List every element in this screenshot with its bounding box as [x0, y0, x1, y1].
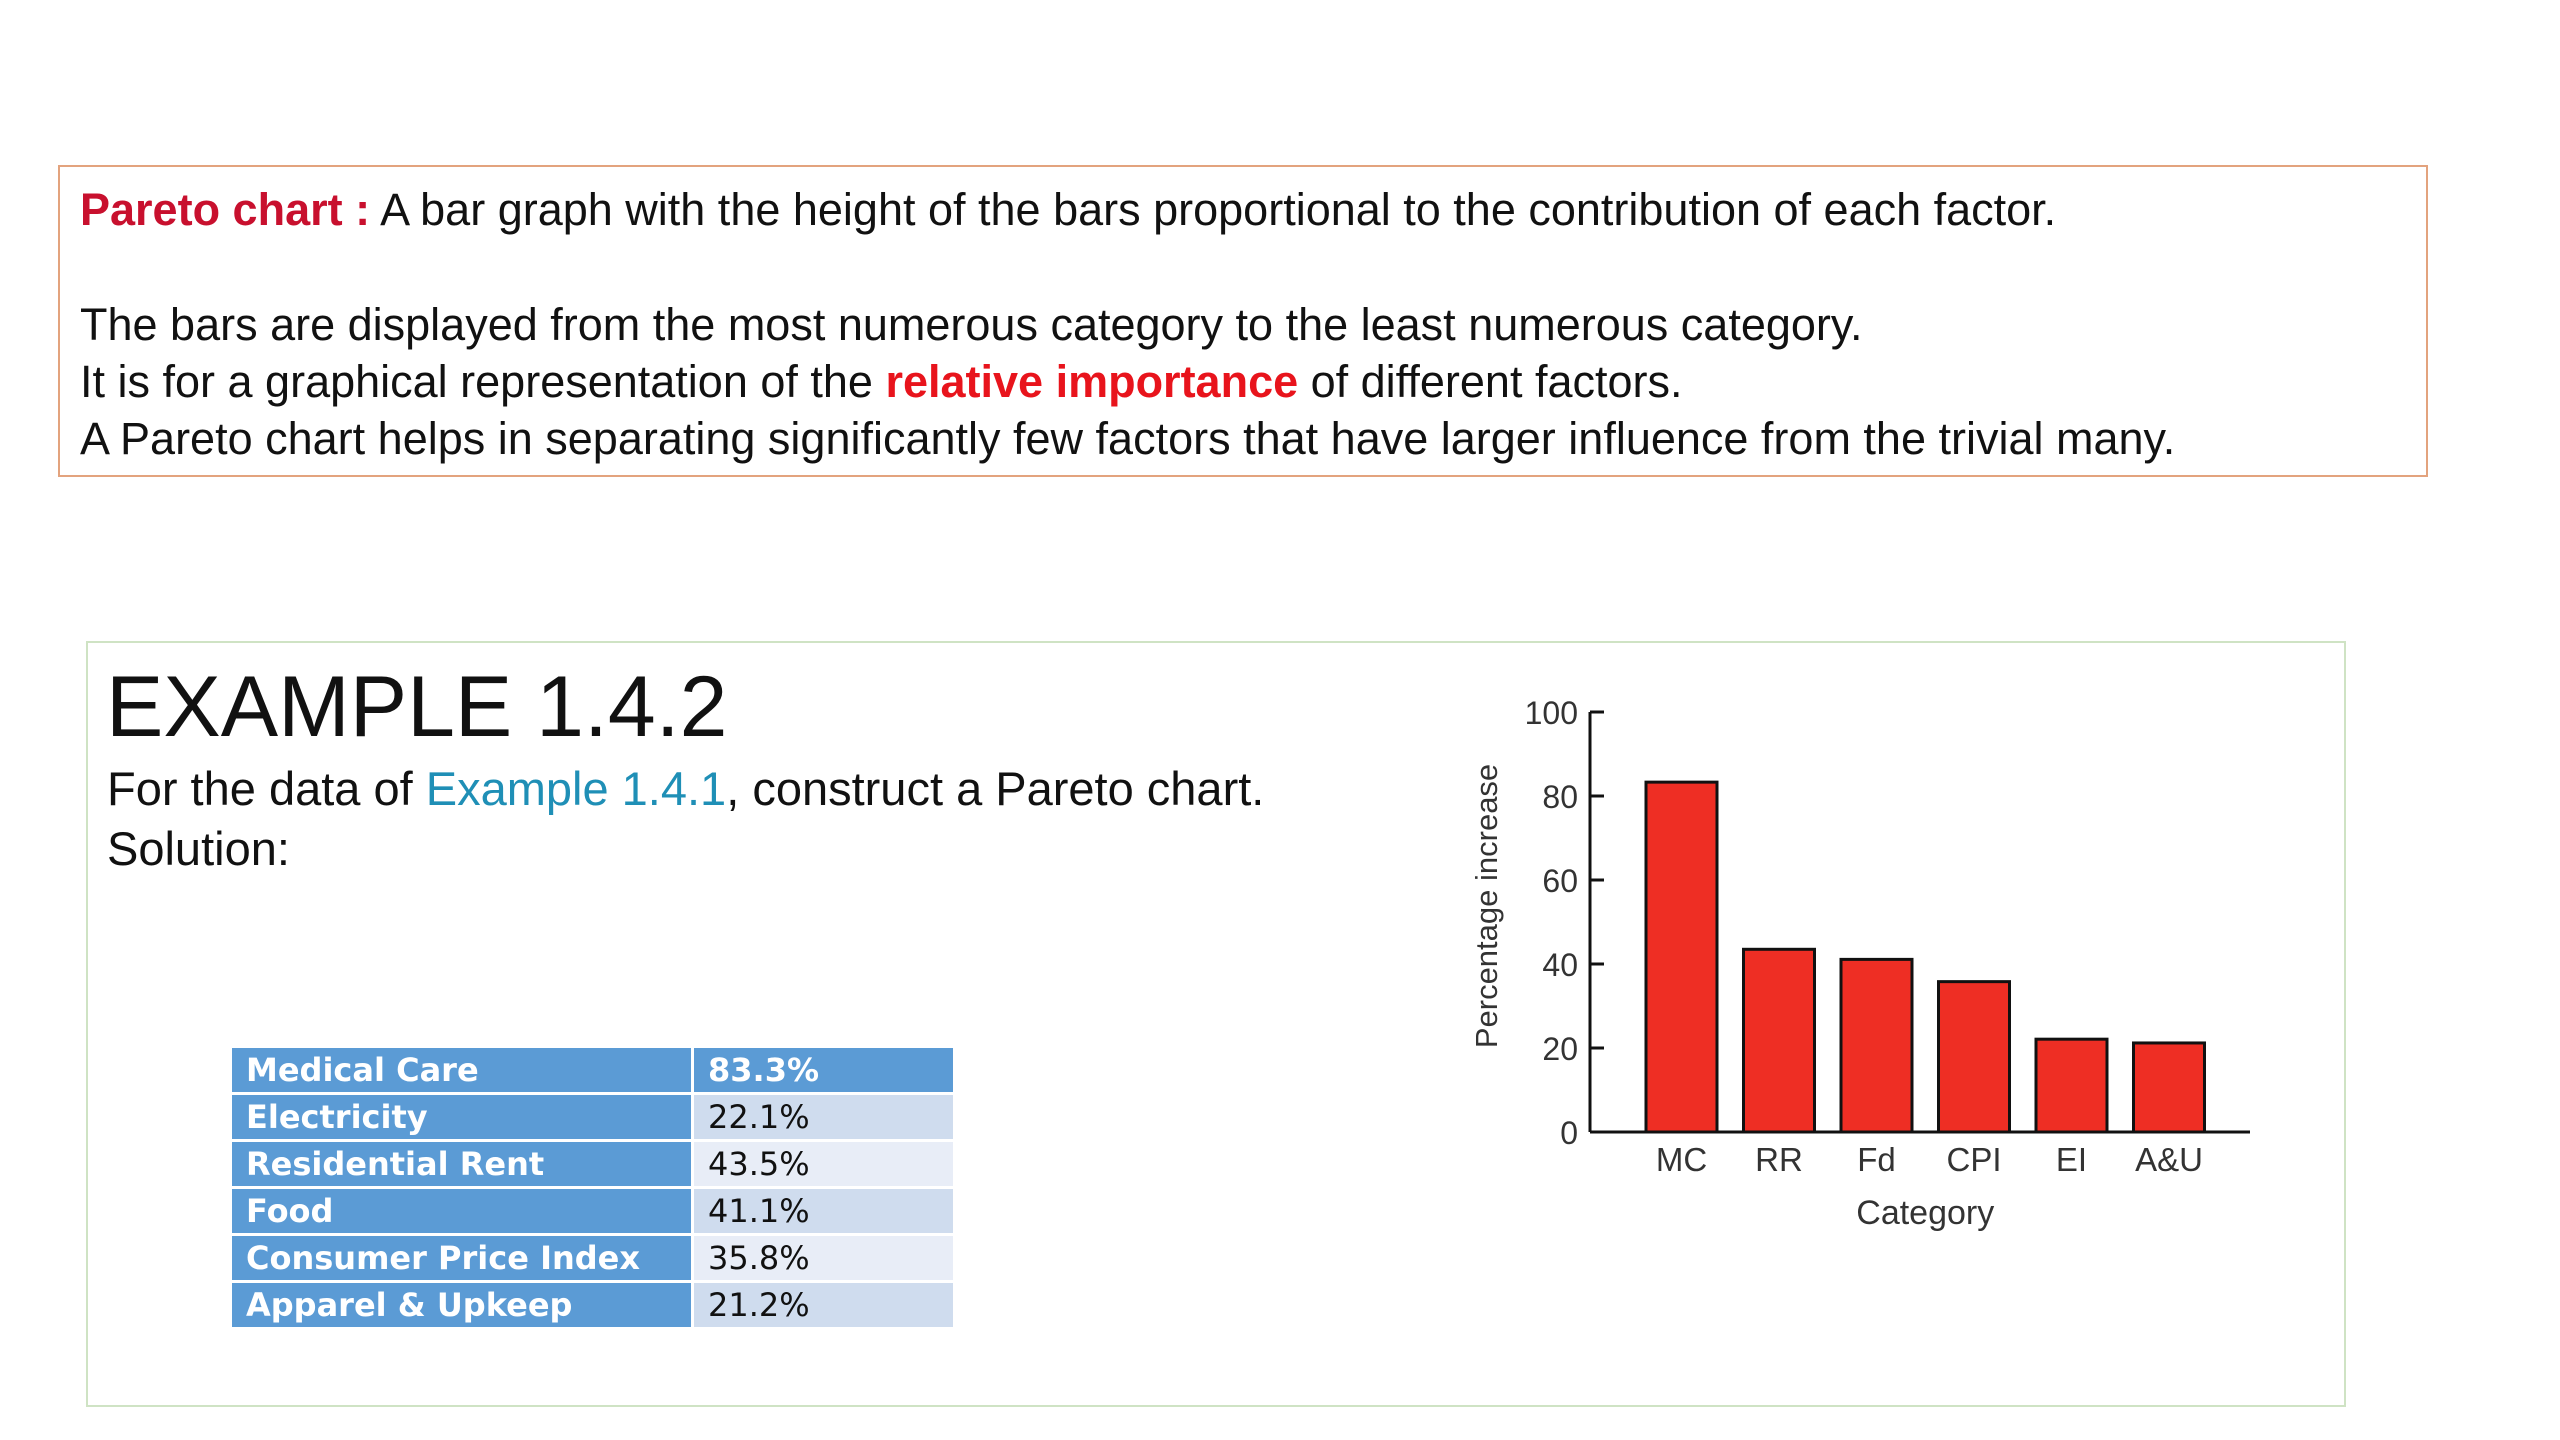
example-reference-link[interactable]: Example 1.4.1	[425, 762, 727, 815]
example-instruction	[107, 759, 1264, 819]
x-tick-label: Fd	[1857, 1141, 1896, 1178]
example-title: EXAMPLE 1.4.2	[106, 659, 728, 755]
table-cell-value: 21.2%	[693, 1282, 955, 1329]
table-cell-value: 83.3%	[693, 1047, 955, 1094]
y-tick-label: 0	[1560, 1115, 1578, 1151]
definition-line-3-pre: It is for a graphical representation of the	[80, 356, 886, 407]
y-tick-label: 20	[1542, 1031, 1578, 1067]
table-cell-category: Residential Rent	[231, 1141, 693, 1188]
definition-line-1	[80, 181, 2408, 238]
table-row	[231, 1188, 955, 1235]
table-cell-value: 43.5%	[693, 1141, 955, 1188]
definition-line-4: A Pareto chart helps in separating significantly few factors that have larger influence from the trivial many.	[80, 413, 2176, 464]
table-cell-category: Consumer Price Index	[231, 1235, 693, 1282]
definition-line-2: The bars are displayed from the most numerous category to the least numerous category.	[80, 299, 1863, 350]
definition-box	[58, 165, 2428, 477]
definition-term: Pareto chart :	[80, 184, 371, 235]
table-cell-value: 22.1%	[693, 1094, 955, 1141]
pareto-chart	[1450, 680, 2270, 1240]
x-tick-label: EI	[2055, 1141, 2088, 1178]
table-cell-category: Food	[231, 1188, 693, 1235]
solution-label: Solution:	[107, 822, 290, 875]
table-row	[231, 1047, 955, 1094]
bar-fd	[1841, 959, 1912, 1132]
y-axis-title: Percentage increase	[1469, 763, 1504, 1049]
x-tick-label: A&U	[2135, 1141, 2203, 1178]
bar-ei	[2036, 1039, 2107, 1132]
y-tick-label: 100	[1524, 695, 1578, 731]
bar-mc	[1646, 782, 1717, 1132]
example-instruction-post: , construct a Pareto chart.	[726, 762, 1265, 815]
table-cell-value: 41.1%	[693, 1188, 955, 1235]
table-cell-category: Apparel & Upkeep	[231, 1282, 693, 1329]
bar-rr	[1744, 949, 1815, 1132]
example-instruction-pre: For the data of	[107, 762, 426, 815]
definition-term-desc: A bar graph with the height of the bars proportional to the contribution of each factor.	[370, 184, 2057, 235]
relative-importance-highlight: relative importance	[885, 356, 1299, 407]
y-tick-label: 80	[1542, 779, 1578, 815]
data-table	[229, 1045, 956, 1330]
table-row	[231, 1235, 955, 1282]
x-axis-title: Category	[1856, 1194, 1995, 1232]
table-cell-value: 35.8%	[693, 1235, 955, 1282]
bar-au	[2134, 1043, 2205, 1132]
table-cell-category: Medical Care	[231, 1047, 693, 1094]
y-tick-label: 40	[1542, 947, 1578, 983]
table-row	[231, 1094, 955, 1141]
x-tick-label: RR	[1755, 1141, 1803, 1178]
bar-cpi	[1939, 982, 2010, 1132]
y-tick-label: 60	[1542, 863, 1578, 899]
definition-line-3-post: of different factors.	[1298, 356, 1683, 407]
table-cell-category: Electricity	[231, 1094, 693, 1141]
x-tick-label: CPI	[1946, 1141, 2002, 1178]
table-row	[231, 1282, 955, 1329]
x-tick-label: MC	[1655, 1141, 1708, 1178]
table-row	[231, 1141, 955, 1188]
definition-line-3	[80, 353, 2408, 410]
